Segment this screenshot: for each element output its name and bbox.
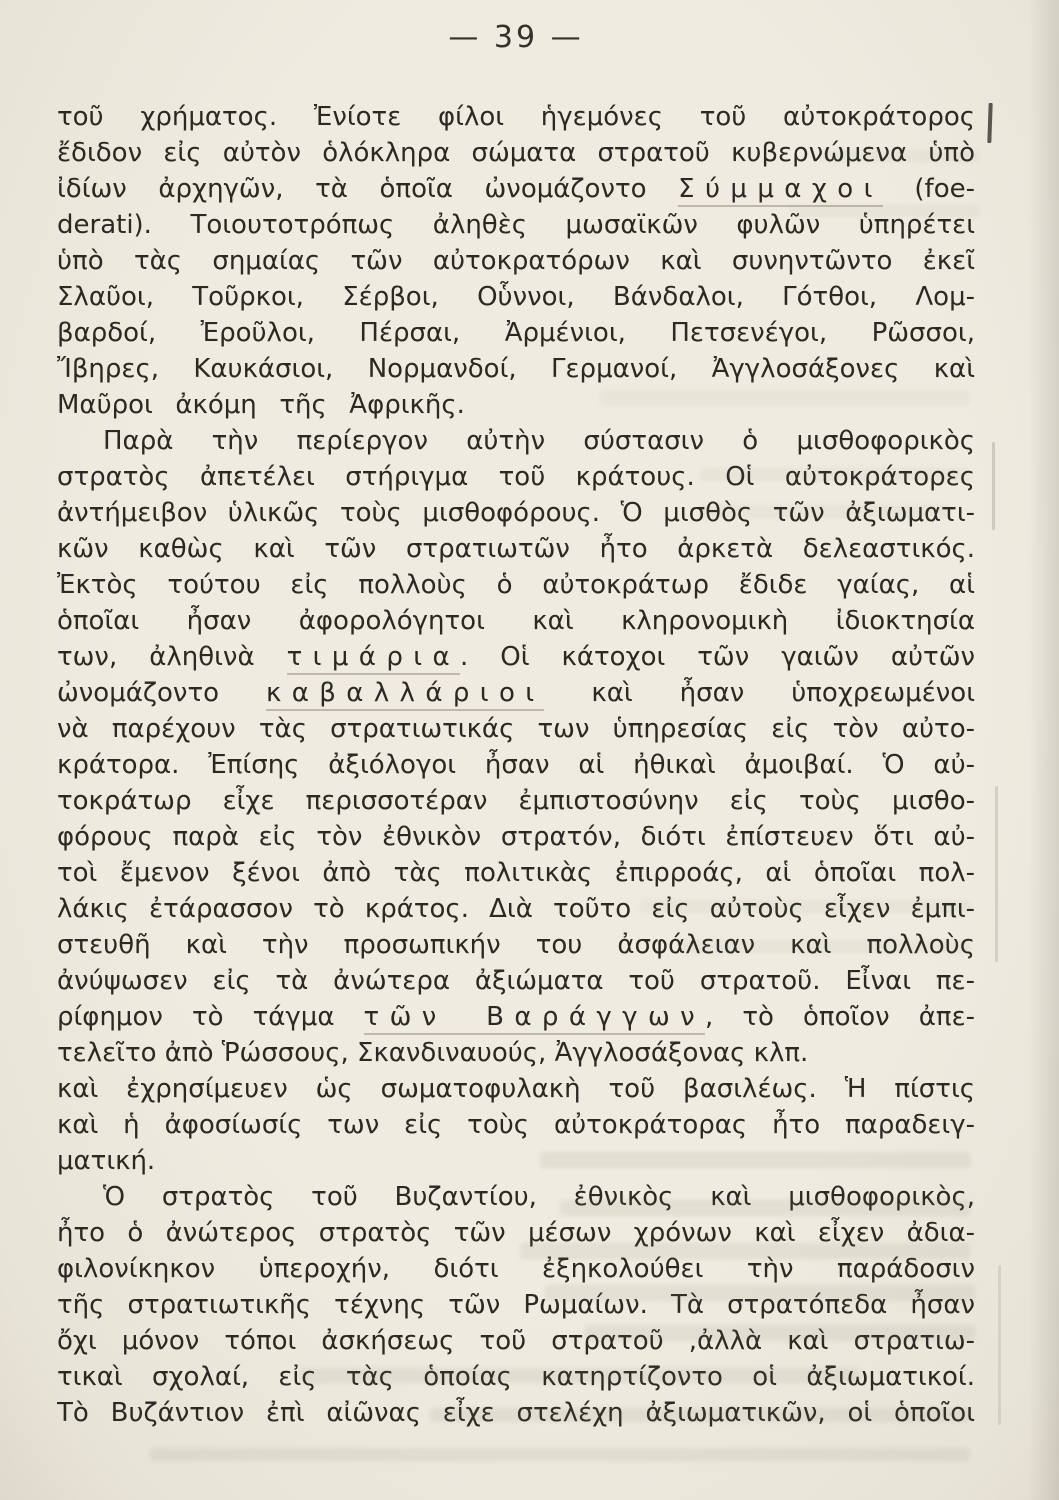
text-segment: τικαὶ σχολαί, εἰς τὰς ὁποίας κατηρτίζοντο οἱ ἀξιωματικοί. [57, 1362, 975, 1392]
text-line [57, 459, 975, 495]
text-line [57, 531, 975, 567]
text-line [57, 1287, 975, 1323]
text-segment: Ἐκτὸς τούτου εἰς πολλοὺς ὁ αὐτοκράτωρ ἔδιδε γαίας, αἱ [57, 570, 975, 600]
text-line [57, 207, 975, 243]
text-segment: Ἴβηρες, Καυκάσιοι, Νορμανδοί, Γερμανοί, Ἀγγλοσάξονες καὶ [57, 354, 975, 384]
text-segment: τοκράτωρ εἶχε περισσοτέραν ἐμπιστοσύνην εἰς τοὺς μισθο- [57, 786, 975, 816]
text-segment: Τὸ Βυζάντιον ἐπὶ αἰῶνας εἶχε στελέχη ἀξιωματικῶν, οἱ ὁποῖοι [57, 1398, 975, 1428]
text-line [57, 1323, 975, 1359]
text-line [57, 1395, 975, 1431]
text-segment: ἀντήμειβον ὑλικῶς τοὺς μισθοφόρους. Ὁ μισθὸς τῶν ἀξιωματι- [57, 498, 975, 528]
text-line [57, 495, 975, 531]
text-segment: τοῦ χρήματος. Ἐνίοτε φίλοι ἡγεμόνες τοῦ αὐτοκράτορος [57, 102, 975, 132]
text-line [57, 999, 975, 1035]
margin-ink-mark [987, 103, 992, 143]
text-line [57, 819, 975, 855]
text-line [57, 783, 975, 819]
text-line [57, 855, 975, 891]
text-segment: ὁποῖαι ἦσαν ἀφορολόγητοι καὶ κληρονομικὴ ἰδιοκτησία [57, 606, 975, 636]
text-line [57, 603, 975, 639]
bleedthrough-smudge [150, 1448, 970, 1461]
text-line [57, 387, 975, 423]
text-segment: ἔδιδον εἰς αὐτὸν ὁλόκληρα σώματα στρατοῦ κυβερνώμενα ὑπὸ [57, 138, 975, 168]
margin-pencil-mark [995, 786, 998, 962]
text-block [57, 99, 975, 1431]
text-line [57, 1179, 975, 1215]
text-line [57, 423, 975, 459]
text-line [57, 1359, 975, 1395]
text-segment: derati). Τοιουτοτρόπως ἀληθὲς μωσαϊκῶν φυλῶν ὑπηρέτει [57, 210, 975, 240]
text-line [57, 891, 975, 927]
paragraph [57, 99, 975, 423]
text-segment: ἦτο ὁ ἀνώτερος στρατὸς τῶν μέσων χρόνων καὶ εἶχεν ἀδια- [57, 1218, 975, 1248]
text-line [57, 1035, 975, 1071]
text-segment: καὶ ἦσαν ὑποχρεωμένοι [544, 678, 975, 708]
text-segment: (foe- [882, 174, 975, 204]
text-line [57, 315, 975, 351]
text-segment: τελεῖτο ἀπὸ Ῥώσσους, Σκανδιναυούς, Ἀγγλοσάξονας κλπ. [57, 1038, 809, 1068]
text-segment: ἀνύψωσεν εἰς τὰ ἀνώτερα ἀξιώματα τοῦ στρατοῦ. Εἶναι πε- [57, 966, 975, 996]
text-line [57, 1107, 975, 1143]
text-line [57, 711, 975, 747]
text-segment: ὠνομάζοντο [57, 678, 266, 708]
emphasized-term: καβαλλάριοι [266, 678, 545, 711]
text-segment: Ὁ στρατὸς τοῦ Βυζαντίου, ἐθνικὸς καὶ μισθοφορικὸς, [103, 1182, 975, 1212]
emphasized-term: τιμάρια [287, 642, 460, 675]
text-segment: τῆς στρατιωτικῆς τέχνης τῶν Ρωμαίων. Τὰ στρατόπεδα ἦσαν [57, 1290, 975, 1320]
text-line [57, 351, 975, 387]
text-segment: ματική. [57, 1146, 156, 1176]
text-segment: των, ἀληθινὰ [57, 642, 287, 672]
text-segment: , τὸ ὁποῖον ἀπε- [705, 1002, 975, 1032]
text-line [57, 963, 975, 999]
text-line [57, 639, 975, 675]
text-segment: Σλαῦοι, Τοῦρκοι, Σέρβοι, Οὗννοι, Βάνδαλοι, Γότθοι, Λομ- [57, 282, 975, 312]
text-line [57, 99, 975, 135]
emphasized-term: τῶν Βαράγγων [364, 1002, 706, 1035]
text-segment: κράτορα. Ἐπίσης ἀξιόλογοι ἦσαν αἱ ἠθικαὶ ἀμοιβαί. Ὁ αὐ- [57, 750, 975, 780]
emphasized-term: Σύμμαχοι [678, 174, 883, 207]
paragraph [57, 1179, 975, 1431]
text-line [57, 747, 975, 783]
paragraph [57, 423, 975, 1179]
text-segment: κῶν καθὼς καὶ τῶν στρατιωτῶν ἦτο ἀρκετὰ δελεαστικός. [57, 534, 975, 564]
text-segment: καὶ ἐχρησίμευεν ὡς σωματοφυλακὴ τοῦ βασιλέως. Ἡ πίστις [57, 1074, 975, 1104]
text-segment: ρίφημον τὸ τάγμα [57, 1002, 364, 1032]
text-segment: στρατὸς ἀπετέλει στήριγμα τοῦ κράτους. Οἱ αὐτοκράτορες [57, 462, 975, 492]
text-line [57, 1251, 975, 1287]
text-segment: νὰ παρέχουν τὰς στρατιωτικάς των ὑπηρεσίας εἰς τὸν αὐτο- [57, 714, 975, 744]
text-segment: ὄχι μόνον τόποι ἀσκήσεως τοῦ στρατοῦ ,ἀλλὰ καὶ στρατιω- [57, 1326, 975, 1356]
text-segment: τοὶ ἔμενον ξένοι ἀπὸ τὰς πολιτικὰς ἐπιρροάς, αἱ ὁποῖαι πολ- [57, 858, 975, 888]
text-line [57, 171, 975, 207]
margin-pencil-mark [992, 442, 995, 530]
text-segment: Παρὰ τὴν περίεργον αὐτὴν σύστασιν ὁ μισθοφορικὸς [103, 426, 975, 456]
text-segment: βαρδοί, Ἐροῦλοι, Πέρσαι, Ἀρμένιοι, Πετσενέγοι, Ρῶσσοι, [57, 318, 975, 348]
text-segment: καὶ ἡ ἀφοσίωσίς των εἰς τοὺς αὐτοκράτορας ἦτο παραδειγ- [57, 1110, 975, 1140]
text-line [57, 243, 975, 279]
text-segment: Μαῦροι ἀκόμη τῆς Ἀφρικῆς. [57, 390, 465, 420]
scan-edge-shadow [1028, 0, 1059, 1500]
text-segment: φόρους παρὰ εἰς τὸν ἐθνικὸν στρατόν, διότι ἐπίστευεν ὅτι αὐ- [57, 822, 975, 852]
text-segment: . Οἱ κάτοχοι τῶν γαιῶν αὐτῶν [459, 642, 975, 672]
text-line [57, 135, 975, 171]
text-segment: φιλονίκηκον ὑπεροχήν, διότι ἐξηκολούθει τὴν παράδοσιν [57, 1254, 975, 1284]
page-number: — 39 — [448, 20, 584, 55]
text-line [57, 279, 975, 315]
text-line [57, 1071, 975, 1107]
text-line [57, 567, 975, 603]
text-segment: ἰδίων ἀρχηγῶν, τὰ ὁποῖα ὠνομάζοντο [57, 174, 679, 204]
margin-pencil-mark [998, 1265, 1001, 1425]
text-line [57, 927, 975, 963]
text-segment: στευθῆ καὶ τὴν προσωπικήν του ἀσφάλειαν καὶ πολλοὺς [57, 930, 975, 960]
text-segment: ὑπὸ τὰς σημαίας τῶν αὐτοκρατόρων καὶ συνηντῶντο ἐκεῖ [57, 246, 975, 276]
text-line [57, 1215, 975, 1251]
text-line [57, 675, 975, 711]
text-line [57, 1143, 975, 1179]
text-segment: λάκις ἐτάρασσον τὸ κράτος. Διὰ τοῦτο εἰς αὐτοὺς εἶχεν ἐμπι- [57, 894, 975, 924]
